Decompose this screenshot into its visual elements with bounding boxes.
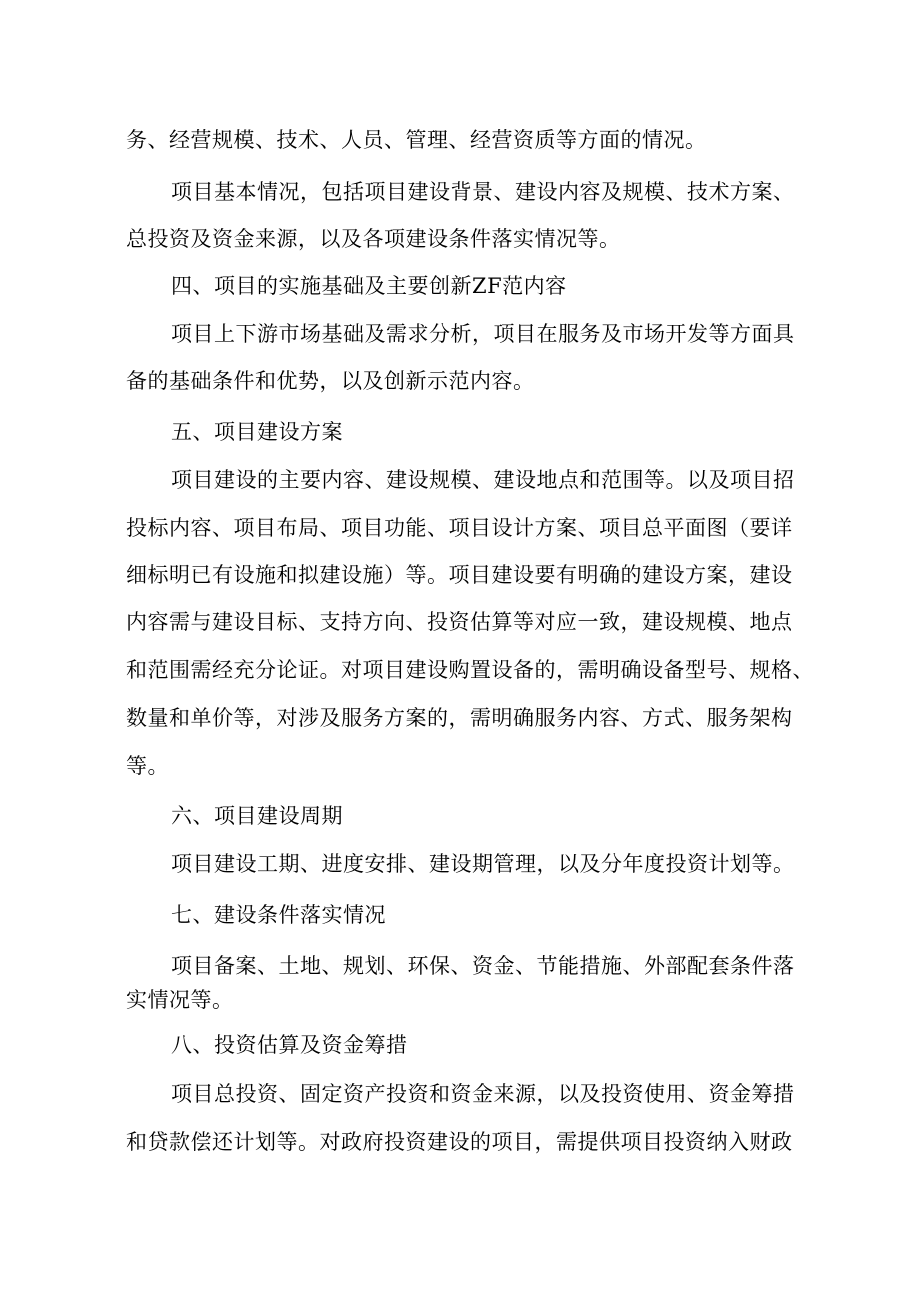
section-heading: 四、项目的实施基础及主要创新ZF范内容 [171,274,567,298]
text-line: 项目备案、土地、规划、环保、资金、节能措施、外部配套条件落 [171,954,795,978]
text-line: 等。 [126,754,169,778]
text-line: 项目基本情况，包括项目建设背景、建设内容及规模、技术方案、 [171,180,795,204]
section-heading: 七、建设条件落实情况 [171,903,386,927]
section-heading: 八、投资估算及资金筹措 [171,1033,408,1057]
text-line: 项目总投资、固定资产投资和资金来源，以及投资使用、资金筹措 [171,1082,795,1106]
text-line: 数量和单价等，对涉及服务方案的，需明确服务内容、方式、服务架构 [126,706,793,730]
text-line: 实情况等。 [126,988,234,1012]
text-line: 项目建设工期、进度安排、建设期管理，以及分年度投资计划等。 [171,852,795,876]
text-line: 和范围需经充分论证。对项目建设购置设备的，需明确设备型号、规格、 [126,658,814,682]
text-line: 总投资及资金来源，以及各项建设条件落实情况等。 [126,227,621,251]
section-heading: 六、项目建设周期 [171,804,343,828]
text-line: 备的基础条件和优势，以及创新示范内容。 [126,369,535,393]
text-line: 投标内容、项目布局、项目功能、项目设计方案、项目总平面图（要详 [126,516,793,540]
text-line: 细标明已有设施和拟建设施）等。项目建设要有明确的建设方案，建设 [126,563,793,587]
text-line: 项目上下游市场基础及需求分析，项目在服务及市场开发等方面具 [171,322,795,346]
section-heading: 五、项目建设方案 [171,420,343,444]
text-line: 项目建设的主要内容、建设规模、建设地点和范围等。以及项目招 [171,468,795,492]
text-line: 内容需与建设目标、支持方向、投资估算等对应一致，建设规模、地点 [126,610,793,634]
text-line: 和贷款偿还计划等。对政府投资建设的项目，需提供项目投资纳入财政 [126,1130,793,1154]
text-line: 务、经营规模、技术、人员、管理、经营资质等方面的情况。 [126,128,707,152]
